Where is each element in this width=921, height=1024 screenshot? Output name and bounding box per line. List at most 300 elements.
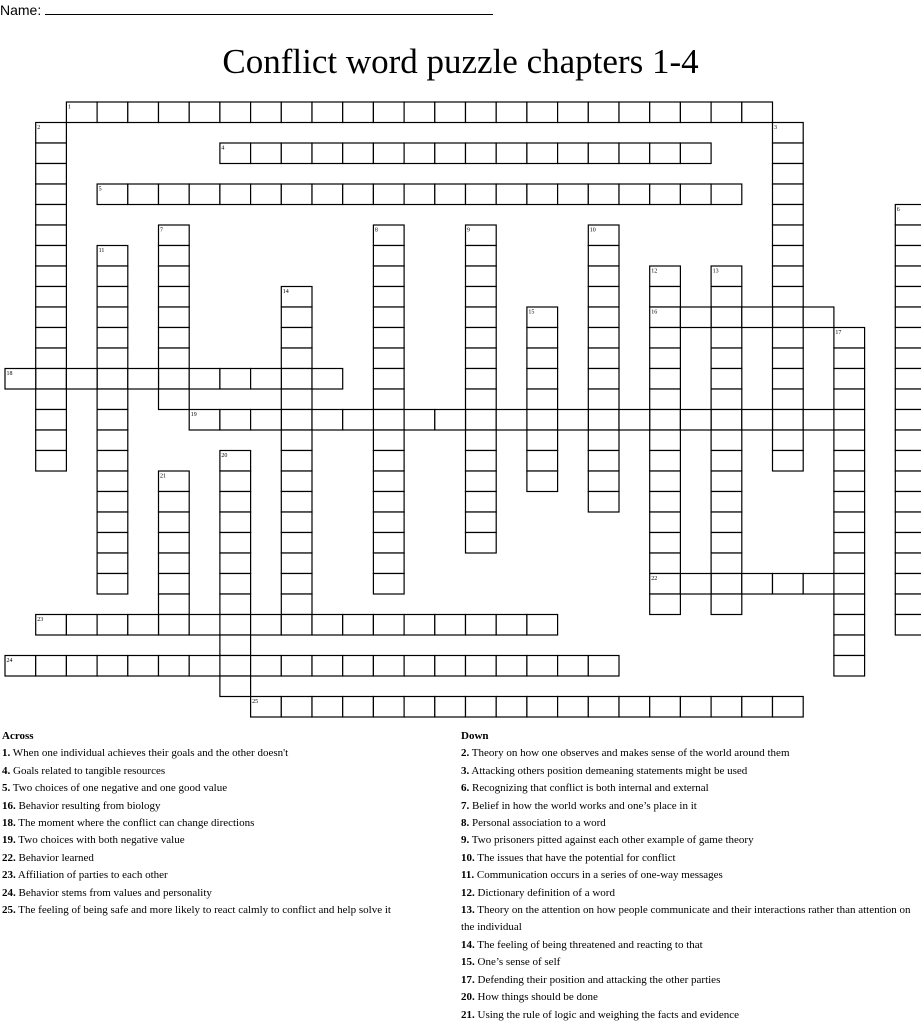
grid-cell[interactable]	[189, 656, 220, 677]
grid-cell[interactable]	[36, 123, 67, 144]
grid-cell[interactable]	[711, 533, 742, 554]
grid-cell[interactable]	[466, 369, 497, 390]
grid-cell[interactable]	[466, 328, 497, 349]
grid-cell[interactable]	[159, 553, 190, 574]
grid-cell[interactable]	[220, 574, 251, 595]
grid-cell[interactable]	[527, 451, 558, 472]
grid-cell[interactable]	[496, 615, 527, 636]
grid-cell[interactable]	[834, 389, 865, 410]
grid-cell[interactable]	[496, 143, 527, 164]
grid-cell[interactable]	[650, 410, 681, 431]
grid-cell[interactable]	[895, 246, 921, 267]
grid-cell[interactable]	[220, 471, 251, 492]
grid-cell[interactable]	[36, 164, 67, 185]
grid-cell[interactable]	[373, 389, 404, 410]
grid-cell[interactable]	[588, 266, 619, 287]
grid-cell[interactable]	[834, 430, 865, 451]
grid-cell[interactable]	[773, 123, 804, 144]
grid-cell[interactable]	[373, 328, 404, 349]
grid-cell[interactable]	[281, 328, 312, 349]
grid-cell[interactable]	[251, 410, 282, 431]
grid-cell[interactable]	[711, 369, 742, 390]
grid-cell[interactable]	[435, 656, 466, 677]
grid-cell[interactable]	[466, 143, 497, 164]
grid-cell[interactable]	[650, 471, 681, 492]
grid-cell[interactable]	[281, 102, 312, 123]
grid-cell[interactable]	[803, 410, 834, 431]
grid-cell[interactable]	[834, 369, 865, 390]
grid-cell[interactable]	[588, 492, 619, 513]
grid-cell[interactable]	[650, 102, 681, 123]
grid-cell[interactable]	[466, 410, 497, 431]
grid-cell[interactable]	[159, 512, 190, 533]
grid-cell[interactable]	[159, 287, 190, 308]
grid-cell[interactable]	[220, 553, 251, 574]
grid-cell[interactable]	[220, 512, 251, 533]
grid-cell[interactable]	[159, 594, 190, 615]
grid-cell[interactable]	[803, 574, 834, 595]
grid-cell[interactable]	[373, 287, 404, 308]
grid-cell[interactable]	[281, 553, 312, 574]
grid-cell[interactable]	[711, 594, 742, 615]
grid-cell[interactable]	[373, 574, 404, 595]
grid-cell[interactable]	[834, 533, 865, 554]
grid-cell[interactable]	[895, 492, 921, 513]
grid-cell[interactable]	[251, 615, 282, 636]
grid-cell[interactable]	[773, 369, 804, 390]
grid-cell[interactable]	[742, 410, 773, 431]
grid-cell[interactable]	[711, 328, 742, 349]
grid-cell[interactable]	[895, 512, 921, 533]
grid-cell[interactable]	[466, 266, 497, 287]
grid-cell[interactable]	[159, 389, 190, 410]
grid-cell[interactable]	[220, 635, 251, 656]
grid-cell[interactable]	[527, 369, 558, 390]
grid-cell[interactable]	[435, 102, 466, 123]
grid-cell[interactable]	[466, 615, 497, 636]
grid-cell[interactable]	[466, 492, 497, 513]
grid-cell[interactable]	[97, 615, 128, 636]
grid-cell[interactable]	[159, 102, 190, 123]
grid-cell[interactable]	[895, 471, 921, 492]
grid-cell[interactable]	[803, 307, 834, 328]
grid-cell[interactable]	[373, 430, 404, 451]
grid-cell[interactable]	[373, 143, 404, 164]
grid-cell[interactable]	[435, 143, 466, 164]
grid-cell[interactable]	[220, 410, 251, 431]
grid-cell[interactable]	[343, 184, 374, 205]
grid-cell[interactable]	[373, 471, 404, 492]
grid-cell[interactable]	[711, 451, 742, 472]
grid-cell[interactable]	[159, 307, 190, 328]
grid-cell[interactable]	[97, 656, 128, 677]
grid-cell[interactable]	[650, 492, 681, 513]
grid-cell[interactable]	[711, 697, 742, 718]
grid-cell[interactable]	[619, 410, 650, 431]
grid-cell[interactable]	[773, 451, 804, 472]
grid-cell[interactable]	[220, 594, 251, 615]
grid-cell[interactable]	[834, 348, 865, 369]
grid-cell[interactable]	[281, 656, 312, 677]
grid-cell[interactable]	[466, 533, 497, 554]
grid-cell[interactable]	[312, 184, 343, 205]
grid-cell[interactable]	[159, 574, 190, 595]
grid-cell[interactable]	[895, 553, 921, 574]
grid-cell[interactable]	[281, 369, 312, 390]
grid-cell[interactable]	[496, 697, 527, 718]
grid-cell[interactable]	[650, 512, 681, 533]
grid-cell[interactable]	[97, 430, 128, 451]
grid-cell[interactable]	[742, 102, 773, 123]
grid-cell[interactable]	[834, 553, 865, 574]
grid-cell[interactable]	[312, 102, 343, 123]
grid-cell[interactable]	[312, 369, 343, 390]
grid-cell[interactable]	[711, 430, 742, 451]
grid-cell[interactable]	[281, 512, 312, 533]
grid-cell[interactable]	[373, 246, 404, 267]
grid-cell[interactable]	[189, 184, 220, 205]
grid-cell[interactable]	[97, 328, 128, 349]
grid-cell[interactable]	[711, 492, 742, 513]
grid-cell[interactable]	[373, 184, 404, 205]
grid-cell[interactable]	[466, 430, 497, 451]
grid-cell[interactable]	[373, 307, 404, 328]
grid-cell[interactable]	[773, 574, 804, 595]
grid-cell[interactable]	[619, 102, 650, 123]
grid-cell[interactable]	[159, 492, 190, 513]
grid-cell[interactable]	[466, 287, 497, 308]
grid-cell[interactable]	[36, 389, 67, 410]
grid-cell[interactable]	[680, 143, 711, 164]
grid-cell[interactable]	[742, 697, 773, 718]
grid-cell[interactable]	[895, 533, 921, 554]
grid-cell[interactable]	[404, 410, 435, 431]
grid-cell[interactable]	[466, 102, 497, 123]
grid-cell[interactable]	[650, 287, 681, 308]
grid-cell[interactable]	[527, 656, 558, 677]
grid-cell[interactable]	[650, 143, 681, 164]
grid-cell[interactable]	[373, 553, 404, 574]
grid-cell[interactable]	[834, 492, 865, 513]
grid-cell[interactable]	[220, 615, 251, 636]
grid-cell[interactable]	[97, 574, 128, 595]
grid-cell[interactable]	[619, 697, 650, 718]
grid-cell[interactable]	[773, 307, 804, 328]
grid-cell[interactable]	[66, 656, 97, 677]
grid-cell[interactable]	[588, 697, 619, 718]
grid-cell[interactable]	[36, 246, 67, 267]
grid-cell[interactable]	[189, 615, 220, 636]
grid-cell[interactable]	[281, 574, 312, 595]
grid-cell[interactable]	[251, 656, 282, 677]
grid-cell[interactable]	[36, 225, 67, 246]
grid-cell[interactable]	[895, 430, 921, 451]
grid-cell[interactable]	[650, 348, 681, 369]
grid-cell[interactable]	[588, 389, 619, 410]
grid-cell[interactable]	[466, 389, 497, 410]
grid-cell[interactable]	[496, 410, 527, 431]
grid-cell[interactable]	[220, 143, 251, 164]
grid-cell[interactable]	[281, 594, 312, 615]
grid-cell[interactable]	[373, 492, 404, 513]
grid-cell[interactable]	[97, 492, 128, 513]
grid-cell[interactable]	[373, 369, 404, 390]
grid-cell[interactable]	[343, 143, 374, 164]
grid-cell[interactable]	[312, 615, 343, 636]
grid-cell[interactable]	[558, 410, 589, 431]
grid-cell[interactable]	[680, 102, 711, 123]
grid-cell[interactable]	[588, 451, 619, 472]
grid-cell[interactable]	[711, 389, 742, 410]
grid-cell[interactable]	[496, 184, 527, 205]
grid-cell[interactable]	[834, 635, 865, 656]
grid-cell[interactable]	[97, 287, 128, 308]
grid-cell[interactable]	[36, 348, 67, 369]
grid-cell[interactable]	[36, 410, 67, 431]
grid-cell[interactable]	[496, 656, 527, 677]
grid-cell[interactable]	[773, 246, 804, 267]
grid-cell[interactable]	[281, 430, 312, 451]
grid-cell[interactable]	[773, 389, 804, 410]
grid-cell[interactable]	[97, 553, 128, 574]
grid-cell[interactable]	[159, 184, 190, 205]
grid-cell[interactable]	[680, 307, 711, 328]
grid-cell[interactable]	[36, 328, 67, 349]
grid-cell[interactable]	[834, 410, 865, 431]
grid-cell[interactable]	[834, 451, 865, 472]
grid-cell[interactable]	[588, 328, 619, 349]
grid-cell[interactable]	[895, 451, 921, 472]
grid-cell[interactable]	[773, 164, 804, 185]
grid-cell[interactable]	[466, 451, 497, 472]
grid-cell[interactable]	[36, 656, 67, 677]
grid-cell[interactable]	[281, 389, 312, 410]
grid-cell[interactable]	[343, 656, 374, 677]
grid-cell[interactable]	[435, 184, 466, 205]
grid-cell[interactable]	[466, 225, 497, 246]
grid-cell[interactable]	[281, 143, 312, 164]
grid-cell[interactable]	[773, 266, 804, 287]
grid-cell[interactable]	[373, 410, 404, 431]
grid-cell[interactable]	[281, 184, 312, 205]
grid-cell[interactable]	[281, 471, 312, 492]
grid-cell[interactable]	[588, 184, 619, 205]
grid-cell[interactable]	[373, 102, 404, 123]
grid-cell[interactable]	[650, 430, 681, 451]
grid-cell[interactable]	[36, 369, 67, 390]
grid-cell[interactable]	[773, 430, 804, 451]
grid-cell[interactable]	[36, 143, 67, 164]
grid-cell[interactable]	[711, 184, 742, 205]
grid-cell[interactable]	[36, 205, 67, 226]
grid-cell[interactable]	[527, 102, 558, 123]
grid-cell[interactable]	[588, 410, 619, 431]
grid-cell[interactable]	[527, 697, 558, 718]
grid-cell[interactable]	[588, 246, 619, 267]
grid-cell[interactable]	[97, 348, 128, 369]
grid-cell[interactable]	[97, 533, 128, 554]
grid-cell[interactable]	[711, 307, 742, 328]
grid-cell[interactable]	[36, 451, 67, 472]
grid-cell[interactable]	[527, 389, 558, 410]
grid-cell[interactable]	[773, 348, 804, 369]
grid-cell[interactable]	[527, 348, 558, 369]
grid-cell[interactable]	[680, 697, 711, 718]
grid-cell[interactable]	[650, 553, 681, 574]
grid-cell[interactable]	[680, 574, 711, 595]
grid-cell[interactable]	[404, 143, 435, 164]
grid-cell[interactable]	[466, 656, 497, 677]
grid-cell[interactable]	[527, 430, 558, 451]
grid-cell[interactable]	[834, 615, 865, 636]
grid-cell[interactable]	[159, 266, 190, 287]
grid-cell[interactable]	[773, 697, 804, 718]
grid-cell[interactable]	[588, 287, 619, 308]
grid-cell[interactable]	[404, 184, 435, 205]
grid-cell[interactable]	[834, 574, 865, 595]
grid-cell[interactable]	[159, 533, 190, 554]
grid-cell[interactable]	[312, 410, 343, 431]
grid-cell[interactable]	[558, 102, 589, 123]
grid-cell[interactable]	[343, 410, 374, 431]
grid-cell[interactable]	[66, 369, 97, 390]
grid-cell[interactable]	[128, 184, 159, 205]
grid-cell[interactable]	[711, 348, 742, 369]
grid-cell[interactable]	[97, 102, 128, 123]
grid-cell[interactable]	[773, 205, 804, 226]
grid-cell[interactable]	[97, 307, 128, 328]
grid-cell[interactable]	[159, 369, 190, 390]
grid-cell[interactable]	[496, 102, 527, 123]
grid-cell[interactable]	[343, 615, 374, 636]
grid-cell[interactable]	[36, 184, 67, 205]
grid-cell[interactable]	[527, 471, 558, 492]
grid-cell[interactable]	[650, 369, 681, 390]
grid-cell[interactable]	[97, 451, 128, 472]
grid-cell[interactable]	[281, 307, 312, 328]
grid-cell[interactable]	[742, 307, 773, 328]
grid-cell[interactable]	[281, 533, 312, 554]
grid-cell[interactable]	[895, 574, 921, 595]
grid-cell[interactable]	[834, 594, 865, 615]
grid-cell[interactable]	[650, 184, 681, 205]
grid-cell[interactable]	[895, 225, 921, 246]
grid-cell[interactable]	[128, 369, 159, 390]
grid-cell[interactable]	[373, 225, 404, 246]
grid-cell[interactable]	[588, 102, 619, 123]
grid-cell[interactable]	[742, 574, 773, 595]
grid-cell[interactable]	[97, 471, 128, 492]
grid-cell[interactable]	[404, 615, 435, 636]
grid-cell[interactable]	[373, 512, 404, 533]
grid-cell[interactable]	[220, 656, 251, 677]
grid-cell[interactable]	[97, 512, 128, 533]
grid-cell[interactable]	[404, 656, 435, 677]
grid-cell[interactable]	[711, 410, 742, 431]
grid-cell[interactable]	[159, 615, 190, 636]
grid-cell[interactable]	[435, 615, 466, 636]
grid-cell[interactable]	[558, 184, 589, 205]
grid-cell[interactable]	[466, 307, 497, 328]
grid-cell[interactable]	[895, 389, 921, 410]
grid-cell[interactable]	[711, 574, 742, 595]
grid-cell[interactable]	[220, 533, 251, 554]
grid-cell[interactable]	[97, 410, 128, 431]
grid-cell[interactable]	[773, 328, 804, 349]
grid-cell[interactable]	[343, 102, 374, 123]
grid-cell[interactable]	[650, 328, 681, 349]
grid-cell[interactable]	[711, 512, 742, 533]
grid-cell[interactable]	[189, 369, 220, 390]
grid-cell[interactable]	[895, 348, 921, 369]
grid-cell[interactable]	[558, 143, 589, 164]
grid-cell[interactable]	[281, 348, 312, 369]
grid-cell[interactable]	[251, 102, 282, 123]
grid-cell[interactable]	[588, 369, 619, 390]
grid-cell[interactable]	[711, 102, 742, 123]
grid-cell[interactable]	[343, 697, 374, 718]
grid-cell[interactable]	[373, 615, 404, 636]
grid-cell[interactable]	[773, 410, 804, 431]
grid-cell[interactable]	[895, 266, 921, 287]
grid-cell[interactable]	[895, 307, 921, 328]
grid-cell[interactable]	[66, 615, 97, 636]
grid-cell[interactable]	[711, 287, 742, 308]
grid-cell[interactable]	[650, 451, 681, 472]
grid-cell[interactable]	[466, 246, 497, 267]
grid-cell[interactable]	[220, 676, 251, 697]
grid-cell[interactable]	[834, 656, 865, 677]
grid-cell[interactable]	[159, 348, 190, 369]
grid-cell[interactable]	[834, 471, 865, 492]
grid-cell[interactable]	[220, 492, 251, 513]
grid-cell[interactable]	[312, 697, 343, 718]
grid-cell[interactable]	[558, 656, 589, 677]
grid-cell[interactable]	[189, 102, 220, 123]
grid-cell[interactable]	[650, 594, 681, 615]
grid-cell[interactable]	[97, 184, 128, 205]
grid-cell[interactable]	[773, 184, 804, 205]
grid-cell[interactable]	[619, 184, 650, 205]
grid-cell[interactable]	[650, 389, 681, 410]
grid-cell[interactable]	[895, 410, 921, 431]
grid-cell[interactable]	[373, 533, 404, 554]
grid-cell[interactable]	[588, 471, 619, 492]
grid-cell[interactable]	[128, 615, 159, 636]
grid-cell[interactable]	[404, 102, 435, 123]
grid-cell[interactable]	[435, 697, 466, 718]
grid-cell[interactable]	[711, 553, 742, 574]
grid-cell[interactable]	[312, 656, 343, 677]
grid-cell[interactable]	[895, 369, 921, 390]
grid-cell[interactable]	[312, 143, 343, 164]
grid-cell[interactable]	[895, 594, 921, 615]
grid-cell[interactable]	[558, 697, 589, 718]
grid-cell[interactable]	[466, 348, 497, 369]
grid-cell[interactable]	[220, 102, 251, 123]
grid-cell[interactable]	[159, 328, 190, 349]
grid-cell[interactable]	[895, 328, 921, 349]
grid-cell[interactable]	[251, 143, 282, 164]
grid-cell[interactable]	[66, 102, 97, 123]
grid-cell[interactable]	[527, 184, 558, 205]
grid-cell[interactable]	[527, 143, 558, 164]
grid-cell[interactable]	[711, 471, 742, 492]
grid-cell[interactable]	[36, 307, 67, 328]
grid-cell[interactable]	[373, 451, 404, 472]
grid-cell[interactable]	[834, 512, 865, 533]
grid-cell[interactable]	[159, 246, 190, 267]
